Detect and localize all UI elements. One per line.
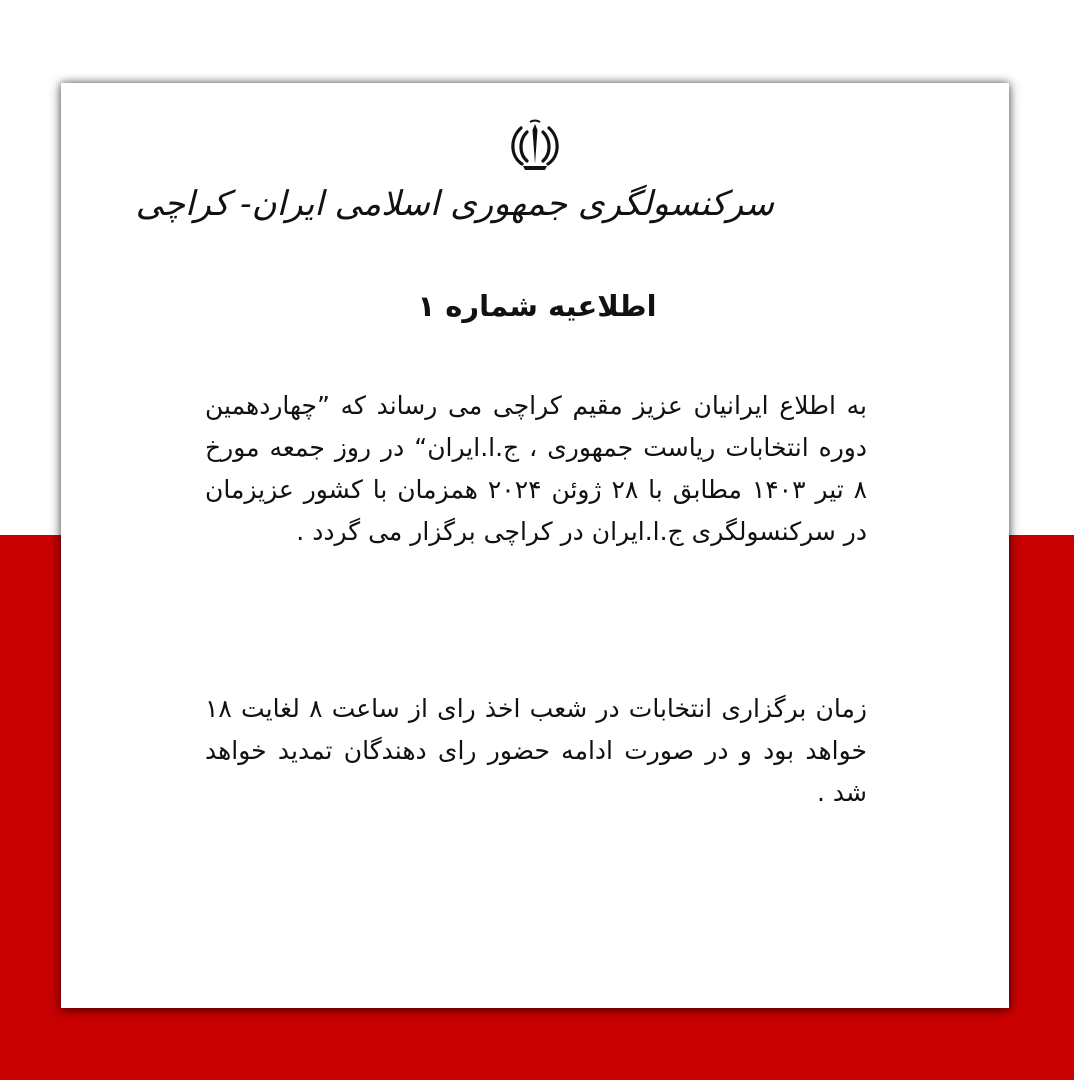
consulate-title: سرکنسولگری جمهوری اسلامی ایران- کراچی	[135, 184, 774, 224]
notice-title: اطلاعیه شماره ۱	[417, 289, 657, 323]
notice-paragraph: زمان برگزاری انتخابات در شعب اخذ رای از ساعت ۸ لغایت ۱۸ خواهد بود و در صورت ادامه حضور رای دهندگان تمدید خواهد شد .	[205, 694, 867, 807]
notice-paragraph: به اطلاع ایرانیان عزیز مقیم کراچی می رساند که ”چهاردهمین دوره انتخابات ریاست جمهوری ، ج.ا.ایران“ در روز جمعه مورخ ۸ تیر ۱۴۰۳ مطابق با ۲۸ ژوئن ۲۰۲۴ همزمان با کشور عزیزمان در سرکنسولگری ج.ا.ایران در کراچی برگزار می گردد .	[205, 391, 867, 546]
iran-emblem-icon	[507, 118, 563, 174]
